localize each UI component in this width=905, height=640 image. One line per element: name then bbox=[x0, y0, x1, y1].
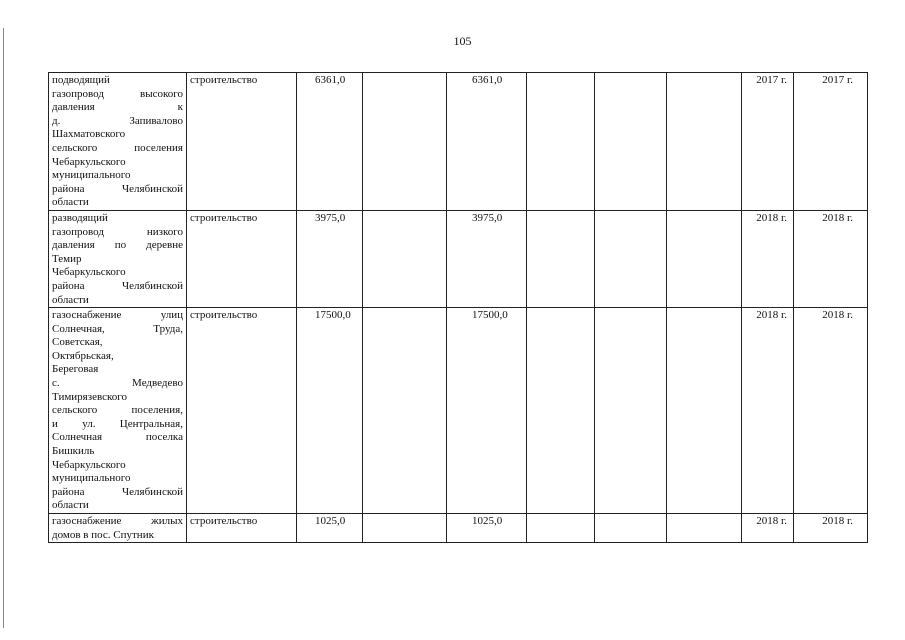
description-line: сельского поселения bbox=[52, 141, 183, 154]
description-line: области bbox=[52, 196, 89, 209]
object-description-cell bbox=[49, 308, 187, 514]
description-line: Солнечная поселка bbox=[52, 431, 183, 444]
amount-cell: 6361,0 bbox=[447, 73, 527, 211]
description-line: Шахматовского bbox=[52, 128, 126, 141]
empty-cell bbox=[527, 210, 595, 307]
empty-cell bbox=[527, 514, 595, 543]
year-end-cell: 2018 г. bbox=[794, 308, 868, 514]
page-number: 105 bbox=[453, 34, 472, 48]
description-line: сельского поселения, bbox=[52, 404, 183, 417]
description-line: д. Запивалово bbox=[52, 114, 183, 127]
description-line: Чебаркульского bbox=[52, 266, 126, 279]
empty-cell bbox=[667, 210, 742, 307]
description-line: муниципального bbox=[52, 472, 131, 485]
work-type-cell: строительство bbox=[187, 210, 297, 307]
amount-total-cell: 3975,0 bbox=[297, 210, 363, 307]
empty-cell bbox=[595, 308, 667, 514]
work-type-cell: строительство bbox=[187, 514, 297, 543]
year-end-cell: 2018 г. bbox=[794, 210, 868, 307]
table-row bbox=[49, 210, 868, 307]
work-type-cell: строительство bbox=[187, 73, 297, 211]
empty-cell bbox=[363, 210, 447, 307]
description-line: области bbox=[52, 499, 89, 512]
empty-cell bbox=[667, 514, 742, 543]
empty-cell bbox=[667, 73, 742, 211]
amount-cell: 1025,0 bbox=[447, 514, 527, 543]
description-line: с. Медведево bbox=[52, 377, 183, 390]
description-line: давления к bbox=[52, 101, 183, 114]
description-line: газоснабжение улиц bbox=[52, 309, 183, 322]
empty-cell bbox=[595, 73, 667, 211]
empty-cell bbox=[595, 210, 667, 307]
description-line: давления по деревне bbox=[52, 239, 183, 252]
table-row bbox=[49, 514, 868, 543]
gas-projects-table bbox=[48, 72, 868, 543]
year-end-cell: 2018 г. bbox=[794, 514, 868, 543]
description-line: и ул. Центральная, bbox=[52, 417, 183, 430]
object-description-cell bbox=[49, 514, 187, 543]
description-line: района Челябинской bbox=[52, 279, 183, 292]
description-line: Октябрьская, bbox=[52, 349, 114, 362]
amount-total-cell: 17500,0 bbox=[297, 308, 363, 514]
work-type-cell: строительство bbox=[187, 308, 297, 514]
description-line: Советская, bbox=[52, 336, 103, 349]
empty-cell bbox=[363, 73, 447, 211]
page-left-edge bbox=[3, 28, 4, 628]
year-start-cell: 2018 г. bbox=[742, 514, 794, 543]
description-line: Чебаркульского bbox=[52, 155, 126, 168]
description-line: домов в пос. Спутник bbox=[52, 528, 154, 541]
description-line: Чебаркульского bbox=[52, 458, 126, 471]
empty-cell bbox=[363, 308, 447, 514]
description-line: области bbox=[52, 293, 89, 306]
description-line: района Челябинской bbox=[52, 485, 183, 498]
description-line: газопровод высокого bbox=[52, 87, 183, 100]
object-description-cell bbox=[49, 210, 187, 307]
year-start-cell: 2018 г. bbox=[742, 210, 794, 307]
year-end-cell: 2017 г. bbox=[794, 73, 868, 211]
description-line: района Челябинской bbox=[52, 182, 183, 195]
table-row bbox=[49, 308, 868, 514]
empty-cell bbox=[527, 73, 595, 211]
description-line: муниципального bbox=[52, 169, 131, 182]
amount-cell: 17500,0 bbox=[447, 308, 527, 514]
empty-cell bbox=[667, 308, 742, 514]
description-line: Бишкиль bbox=[52, 445, 95, 458]
table-body bbox=[49, 73, 868, 543]
year-start-cell: 2018 г. bbox=[742, 308, 794, 514]
object-description-cell bbox=[49, 73, 187, 211]
amount-total-cell: 1025,0 bbox=[297, 514, 363, 543]
description-line: Солнечная, Труда, bbox=[52, 322, 183, 335]
description-line: подводящий bbox=[52, 74, 110, 86]
description-line: газоснабжение жилых bbox=[52, 515, 183, 527]
description-line: разводящий bbox=[52, 211, 108, 224]
empty-cell bbox=[595, 514, 667, 543]
description-line: Темир bbox=[52, 252, 82, 265]
table-row bbox=[49, 73, 868, 211]
description-line: Тимирязевского bbox=[52, 390, 128, 403]
empty-cell bbox=[363, 514, 447, 543]
year-start-cell: 2017 г. bbox=[742, 73, 794, 211]
description-line: газопровод низкого bbox=[52, 225, 183, 238]
description-line: Береговая bbox=[52, 363, 99, 376]
amount-total-cell: 6361,0 bbox=[297, 73, 363, 211]
amount-cell: 3975,0 bbox=[447, 210, 527, 307]
empty-cell bbox=[527, 308, 595, 514]
